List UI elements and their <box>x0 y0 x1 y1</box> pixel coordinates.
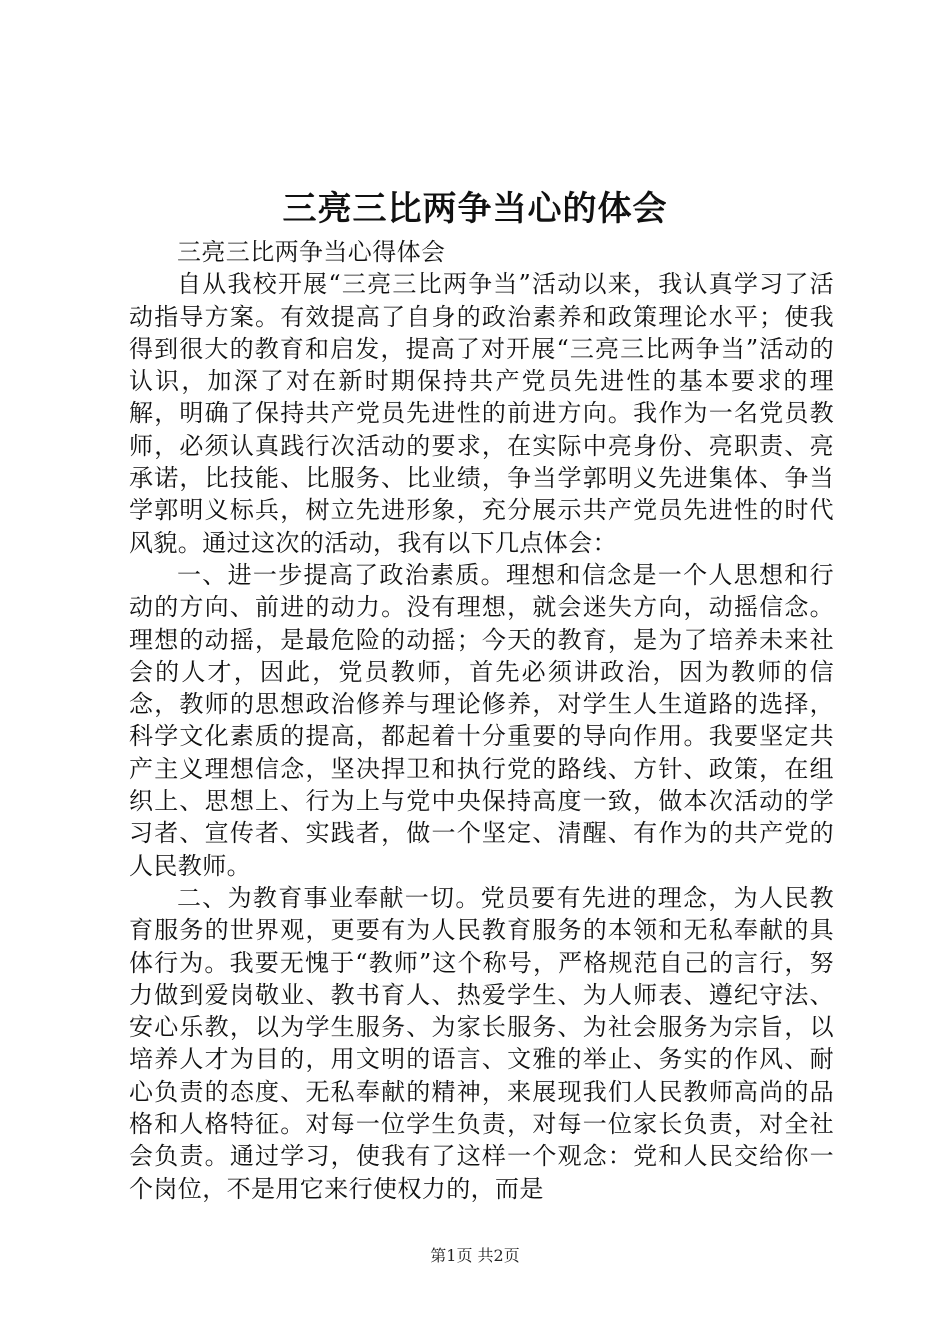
section-one-paragraph: 一、进一步提高了政治素质。理想和信念是一个人思想和行动的方向、前进的动力。没有理想，就会迷失方向，动摇信念。理想的动摇，是最危险的动摇；今天的教育，是为了培养未来社会的人才，因此，党员教师，首先必须讲政治，因为教师的信念，教师的思想政治修养与理论修养，对学生人生道路的选择，科学文化素质的提高，都起着十分重要的导向作用。我要坚定共产主义理想信念，坚决捍卫和执行党的路线、方针、政策，在组织上、思想上、行为上与党中央保持高度一致，做本次活动的学习者、宣传者、实践者，做一个坚定、清醒、有作为的共产党的人民教师。 <box>129 560 834 880</box>
section-two-paragraph: 二、为教育事业奉献一切。党员要有先进的理念，为人民教育服务的世界观，更要有为人民教育服务的本领和无私奉献的具体行为。我要无愧于“教师”这个称号，严格规范自己的言行，努力做到爱岗敬业、教书育人、热爱学生、为人师表、遵纪守法、安心乐教，以为学生服务、为家长服务、为社会服务为宗旨，以培养人才为目的，用文明的语言、文雅的举止、务实的作风、耐心负责的态度、无私奉献的精神，来展现我们人民教师高尚的品格和人格特征。对每一位学生负责，对每一位家长负责，对全社会负责。通过学习，使我有了这样一个观念：党和人民交给你一个岗位，不是用它来行使权力的，而是 <box>129 883 834 1203</box>
document-body <box>129 236 834 1205</box>
page-title: 三亮三比两争当心的体会 <box>282 189 668 229</box>
subtitle-paragraph: 三亮三比两争当心得体会 <box>177 238 446 266</box>
intro-paragraph: 自从我校开展“三亮三比两争当”活动以来，我认真学习了活动指导方案。有效提高了自身的政治素养和政策理论水平；使我得到很大的教育和启发，提高了对开展“三亮三比两争当”活动的认识，加深了对在新时期保持共产党员先进性的基本要求的理解，明确了保持共产党员先进性的前进方向。我作为一名党员教师，必须认真践行次活动的要求，在实际中亮身份、亮职责、亮承诺，比技能、比服务、比业绩，争当学郭明义先进集体、争当学郭明义标兵，树立先进形象，充分展示共产党员先进性的时代风貌。通过这次的活动，我有以下几点体会： <box>129 270 834 557</box>
page-footer: 第1页 共2页 <box>430 1246 520 1265</box>
